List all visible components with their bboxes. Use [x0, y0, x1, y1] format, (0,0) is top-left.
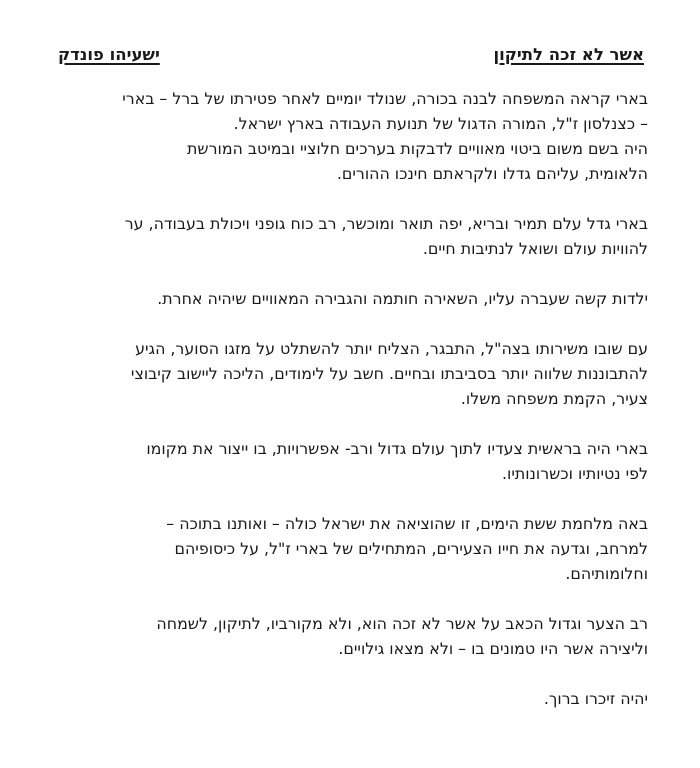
- paragraph: [44, 136, 648, 186]
- text-line: באה מלחמת ששת הימים, זו שהוציאה את ישראל כולה – ואותנו בתוכה –: [166, 514, 648, 533]
- text-line: היה בשם משום ביטוי מאוויים לדבקות בערכים חלוציי ובמיטב המורשת: [187, 139, 648, 158]
- text-line: בארי היה בראשית צעדיו לתוך עולם גדול ורב- אפשרויות, בו ייצור את מקומו: [146, 439, 648, 458]
- paragraph: [44, 611, 648, 661]
- text-line: צעיר, הקמת משפחה משלו.: [460, 389, 648, 408]
- text-line: להתבוננות שלווה יותר בסביבתו ובחיים. חשב על לימודים, הליכה ליישוב קיבוצי: [130, 364, 648, 383]
- text-line: למרחב, וגדעה את חייו הצעירים, המתחילים של בארי ז"ל, על כיסופיהם: [174, 539, 648, 558]
- author-name: ישעיהו פונדק: [58, 45, 160, 64]
- text-line: לפי נטיותיו וכשרונותיו.: [502, 464, 648, 483]
- text-line: להוויות עולם ושואל לנתיבות חיים.: [422, 239, 648, 258]
- paragraph: [44, 211, 648, 261]
- text-line: וליצירה אשר היו טמונים בו – ולא מצאו גילויים.: [338, 639, 648, 658]
- text-line: רב הצער וגדול הכאב על אשר לא זכה הוא, ולא מקורביו, לתיקון, לשמחה: [156, 614, 648, 633]
- document-header: [58, 38, 644, 64]
- text-line: בארי גדל עלם תמיר ובריא, יפה תואר ומוכשר, רב כוח גופני ויכולת בעבודה, ער: [124, 214, 648, 233]
- text-line: בארי קראה המשפחה לבנה בכורה, שנולד יומיים לאחר פטירתו של ברל – בארי: [122, 89, 648, 108]
- document-title: אשר לא זכה לתיקון: [493, 45, 644, 64]
- text-line: עם שובו משירותו בצה"ל, התבגר, הצליח יותר להשתלט על מזגו הסוער, הגיע: [135, 339, 648, 358]
- text-line: – כצנלסון ז"ל, המורה הדגול של תנועת העבודה בארץ ישראל.: [233, 114, 648, 133]
- text-line: וחלומותיהם.: [565, 564, 648, 583]
- text-line: ילדות קשה שעברה עליו, השאירה חותמה והגבירה המאוויים שיהיה אחרת.: [157, 289, 648, 308]
- paragraph: [44, 511, 648, 586]
- text-line: יהיה זיכרו ברוך.: [543, 689, 648, 708]
- paragraph: [44, 436, 648, 486]
- document-body: [44, 86, 648, 736]
- paragraph: [44, 86, 648, 136]
- paragraph: [44, 336, 648, 411]
- text-line: הלאומית, עליהם גדלו ולקראתם חינכו ההורים.: [336, 164, 648, 183]
- paragraph-closing: [44, 686, 648, 711]
- paragraph: [44, 286, 648, 311]
